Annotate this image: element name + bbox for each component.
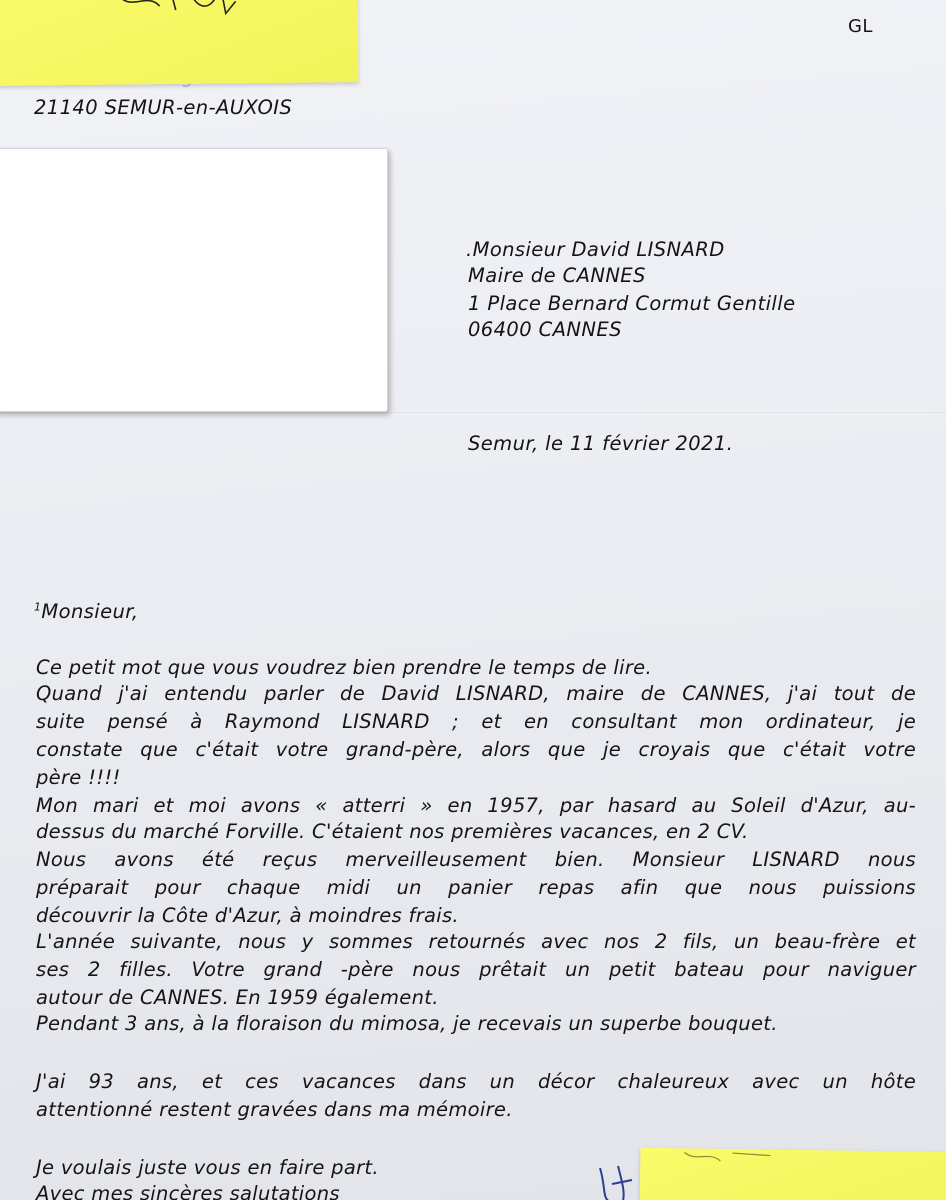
- body-line: suite pensé à Raymond LISNARD ; et en consultant mon ordinateur, je: [36, 710, 916, 733]
- recipient-line-3: 1 Place Bernard Cormut Gentille: [468, 292, 796, 315]
- body-line: préparait pour chaque midi un panier repas afin que nous puissions: [36, 876, 916, 899]
- recipient-line-1: .Monsieur David LISNARD: [466, 238, 725, 261]
- body-line: dessus du marché Forville. C'étaient nos premières vacances, en 2 CV.: [36, 820, 749, 843]
- salutation-text: Monsieur,: [41, 600, 139, 623]
- footnote-marker: 1: [34, 600, 42, 614]
- corner-initials: GL: [848, 16, 873, 37]
- body-line: autour de CANNES. En 1959 également.: [36, 986, 439, 1009]
- body-line: Pendant 3 ans, à la floraison du mimosa, je recevais un superbe bouquet.: [36, 1012, 778, 1035]
- body-line: Je voulais juste vous en faire part.: [36, 1156, 379, 1179]
- body-line: Nous avons été reçus merveilleusement bien. Monsieur LISNARD nous: [36, 848, 916, 871]
- body-line: Avec mes sincères salutations: [36, 1182, 340, 1200]
- address-label-sticker: [0, 148, 388, 412]
- body-line: Ce petit mot que vous voudrez bien prendre le temps de lire.: [36, 656, 652, 679]
- body-line: Quand j'ai entendu parler de David LISNARD, maire de CANNES, j'ai tout de: [36, 682, 916, 705]
- salutation: [34, 600, 138, 623]
- sender-city: 21140 SEMUR-en-AUXOIS: [34, 96, 293, 119]
- sticky-note-bottom: [640, 1148, 946, 1200]
- handwritten-scribble: [112, 0, 252, 25]
- body-line: découvrir la Côte d'Azur, à moindres frais.: [36, 904, 459, 927]
- body-line: père !!!!: [36, 766, 121, 789]
- body-line: ses 2 filles. Votre grand -père nous prêtait un petit bateau pour naviguer: [36, 958, 916, 981]
- recipient-line-4: 06400 CANNES: [468, 318, 622, 341]
- body-line: L'année suivante, nous y sommes retournés avec nos 2 fils, un beau-frère et: [36, 930, 916, 953]
- body-line: constate que c'était votre grand-père, alors que je croyais que c'était votre: [36, 738, 916, 761]
- handwritten-scribble-note: [680, 1148, 800, 1174]
- sticky-note-top: [0, 0, 358, 86]
- date-line: Semur, le 11 février 2021.: [468, 432, 734, 455]
- paper-fold-crease: [0, 412, 946, 415]
- body-line: attentionné restent gravées dans ma mémoire.: [36, 1098, 513, 1121]
- recipient-line-2: Maire de CANNES: [468, 264, 646, 287]
- body-line: J'ai 93 ans, et ces vacances dans un décor chaleureux avec un hôte: [36, 1070, 916, 1093]
- body-line: Mon mari et moi avons « atterri » en 1957, par hasard au Soleil d'Azur, au-: [36, 794, 916, 817]
